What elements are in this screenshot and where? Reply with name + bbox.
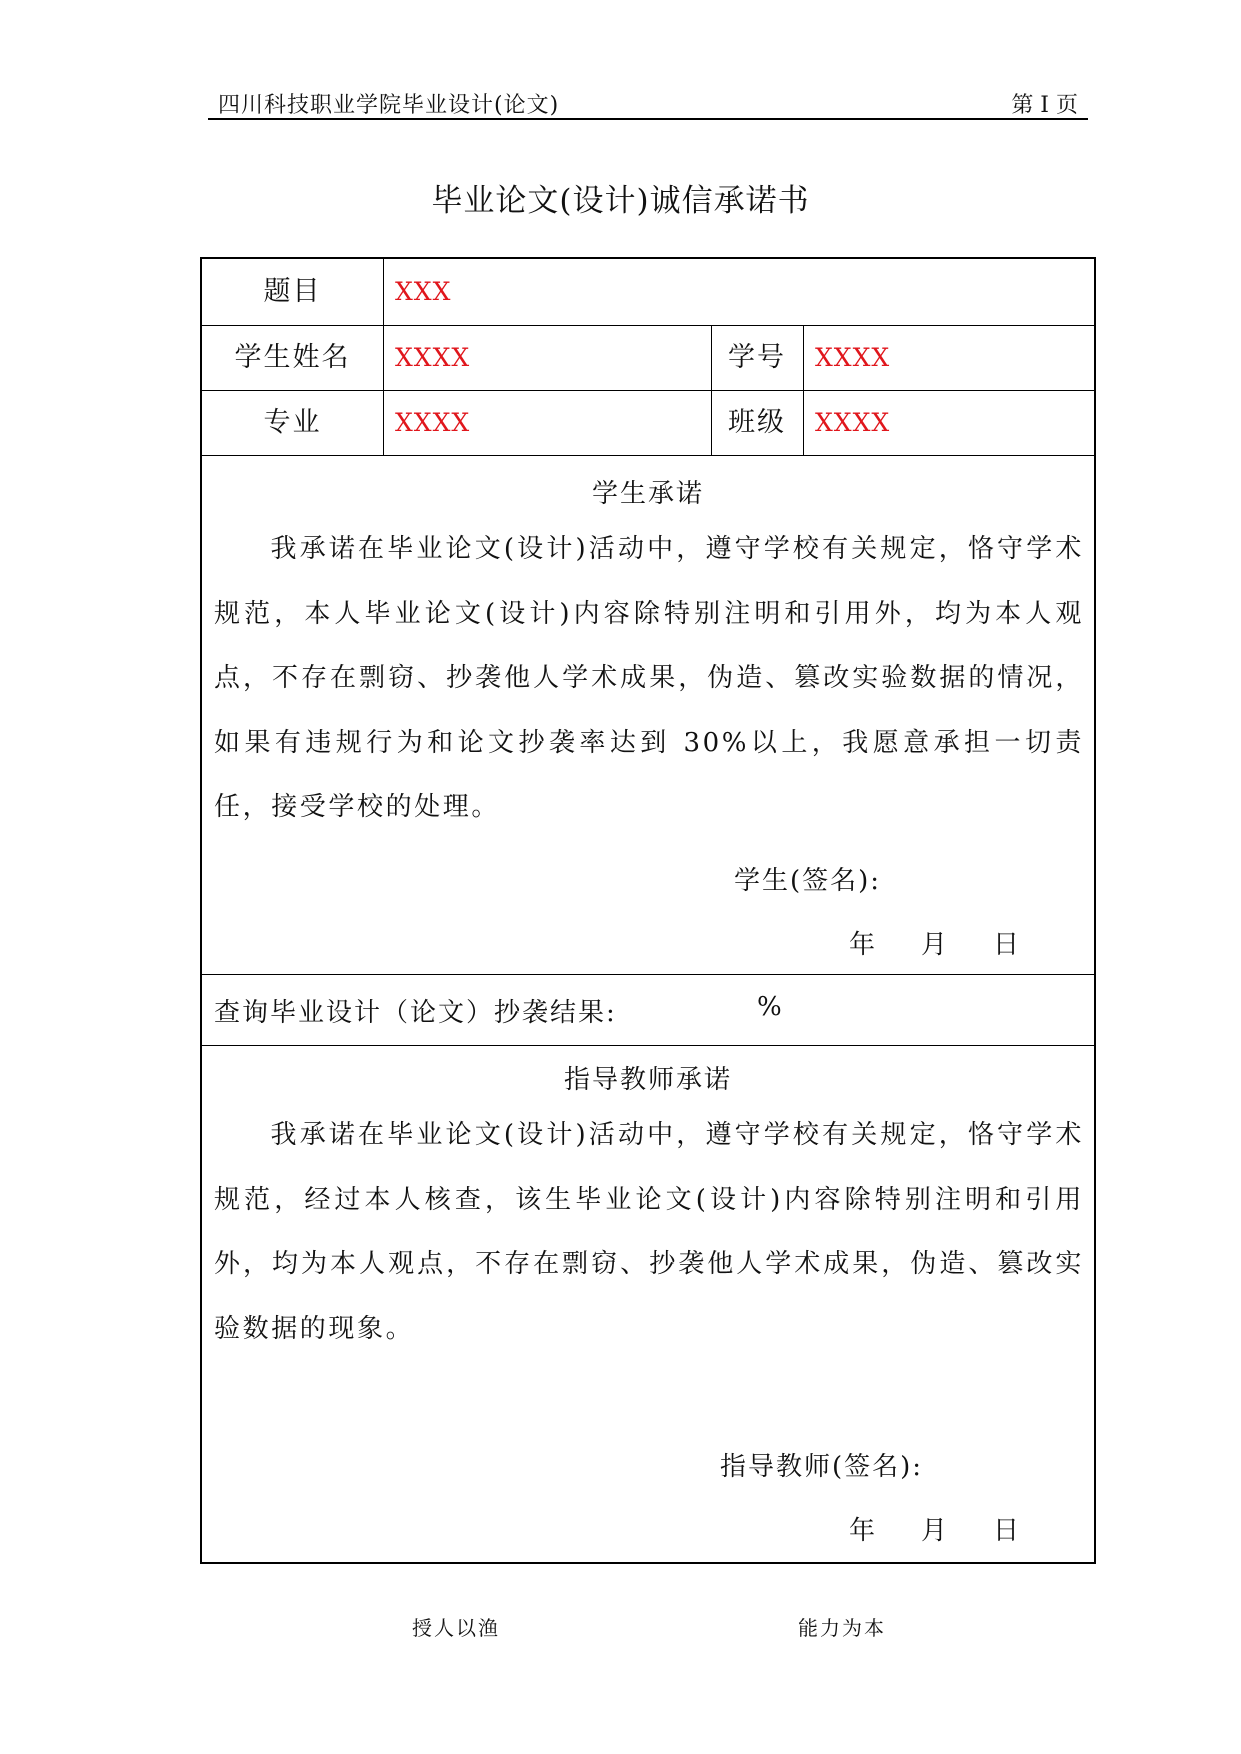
teacher-signature-label: 指导教师(签名): xyxy=(720,1452,924,1482)
plagiarism-query-label: 查询毕业设计（论文）抄袭结果: xyxy=(214,998,617,1028)
month-label: 月 xyxy=(921,1516,948,1546)
column-divider xyxy=(803,325,804,455)
document-title: 毕业论文(设计)诚信承诺书 xyxy=(431,183,810,219)
student-signature-label: 学生(签名): xyxy=(734,866,882,896)
teacher-pledge-body: 我承诺在毕业论文(设计)活动中，遵守学校有关规定，恪守学术规范，经过本人核查，该生毕业论文(设计)内容除特别注明和引用外，均为本人观点，不存在剽窃、抄袭他人学术成果，伪造、篡改实验数据的现象。 xyxy=(214,1120,1084,1344)
major-field[interactable]: XXXX xyxy=(395,408,471,437)
student-name-label: 学生姓名 xyxy=(234,342,351,373)
year-label: 年 xyxy=(849,1516,876,1546)
plagiarism-percent[interactable]: % xyxy=(757,992,782,1022)
day-label: 日 xyxy=(993,1516,1020,1546)
plagiarism-query xyxy=(214,992,782,1029)
student-pledge-heading: 学生承诺 xyxy=(591,479,704,509)
year-label: 年 xyxy=(849,930,876,960)
column-divider xyxy=(383,259,384,455)
teacher-pledge-text xyxy=(214,1103,1084,1361)
student-date xyxy=(849,924,1019,961)
school-name: 四川科技职业学院毕业设计(论文) xyxy=(218,93,560,118)
class-field[interactable]: XXXX xyxy=(815,408,891,437)
pledge-form xyxy=(200,257,1096,1564)
student-id-field[interactable]: XXXX xyxy=(815,343,891,372)
student-pledge-body: 我承诺在毕业论文(设计)活动中，遵守学校有关规定，恪守学术规范，本人毕业论文(设计)内容除特别注明和引用外，均为本人观点，不存在剽窃、抄袭他人学术成果，伪造、篡改实验数据的情况，如果有违规行为和论文抄袭率达到 30%以上，我愿意承担一切责任，接受学校的处理。 xyxy=(214,534,1084,822)
topic-field[interactable]: XXX xyxy=(395,277,452,306)
footer-motto-right: 能力为本 xyxy=(798,1616,886,1640)
page-header xyxy=(208,88,1088,120)
teacher-pledge-heading: 指导教师承诺 xyxy=(563,1065,732,1095)
class-label: 班级 xyxy=(728,407,786,438)
major-label: 专业 xyxy=(263,407,322,438)
row-divider xyxy=(202,455,1094,456)
footer-motto-left: 授人以渔 xyxy=(412,1616,500,1640)
student-name-field[interactable]: XXXX xyxy=(395,343,471,372)
teacher-date xyxy=(849,1510,1019,1547)
day-label: 日 xyxy=(993,930,1020,960)
topic-label: 题目 xyxy=(263,276,322,307)
student-id-label: 学号 xyxy=(728,342,786,373)
row-divider xyxy=(202,974,1094,975)
month-label: 月 xyxy=(921,930,948,960)
row-divider xyxy=(202,1045,1094,1046)
page-number: 第 I 页 xyxy=(1011,93,1078,118)
student-pledge-text xyxy=(214,517,1084,840)
